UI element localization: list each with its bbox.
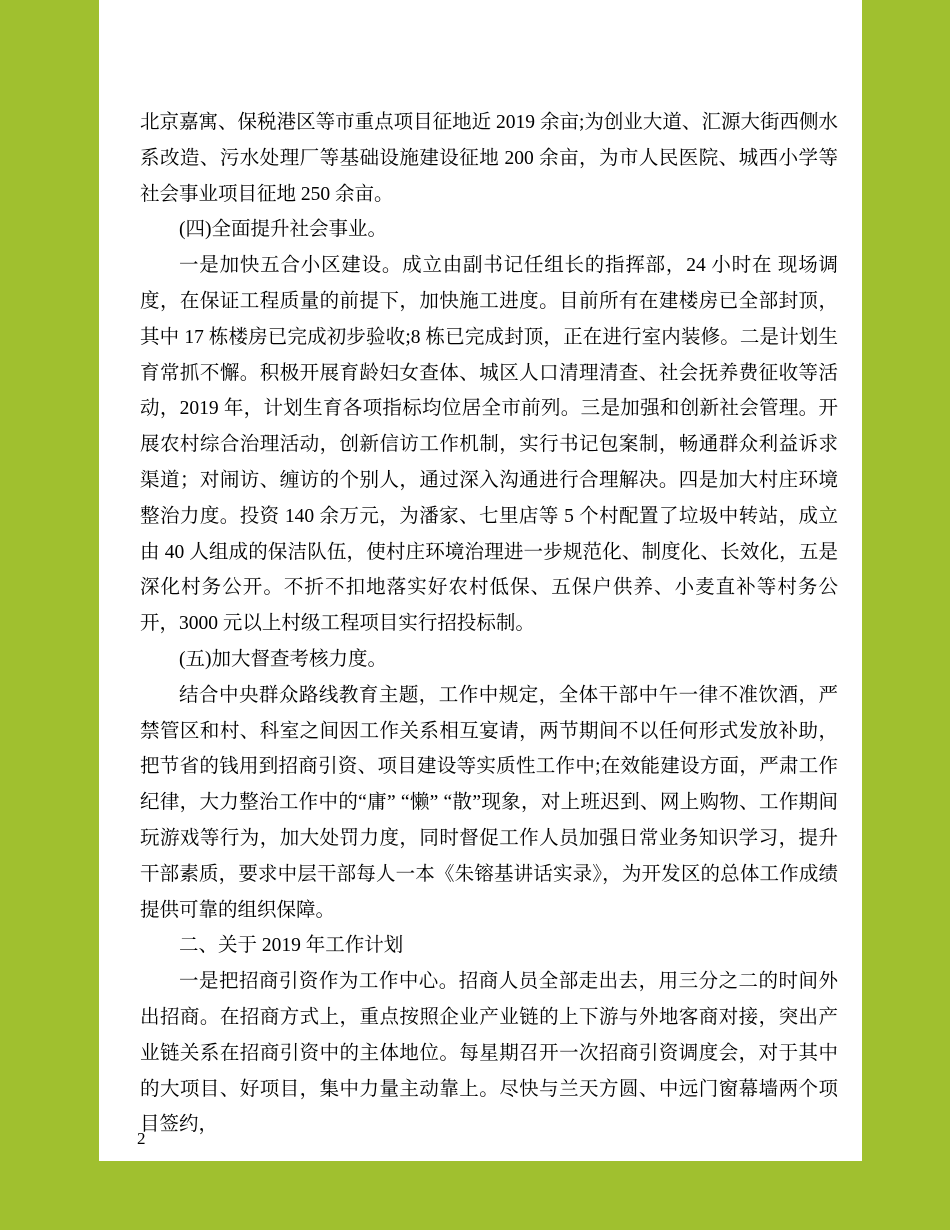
paragraph: 结合中央群众路线教育主题，工作中规定，全体干部中午一律不准饮酒，严禁管区和村、科室之间因工作关系相互宴请，两节期间不以任何形式发放补助，把节省的钱用到招商引资、项目建设等实质性工作中;在效能建设方面，严肃工作纪律，大力整治工作中的“庸” “懒” “散”现象，对上班迟到、网上购物、工作期间玩游戏等行为，加大处罚力度，同时督促工作人员加强日常业务知识学习，提升干部素质，要求中层干部每人一本《朱镕基讲话实录》，为开发区的总体工作成绩提供可靠的组织保障。 (140, 684, 838, 921)
paragraph: (四)全面提升社会事业。 (179, 219, 387, 241)
paragraph: 一是把招商引资作为工作中心。招商人员全部走出去，用三分之二的时间外出招商。在招商方式上，重点按照企业产业链的上下游与外地客商对接，突出产业链关系在招商引资中的主体地位。每星期召开一次招商引资调度会，对于其中的大项目、好项目，集中力量主动靠上。尽快与兰天方圆、中远门窗幕墙两个项目签约， (140, 971, 838, 1136)
paragraph: 二、关于 2019 年工作计划 (179, 935, 404, 957)
paragraph: 北京嘉寓、保税港区等市重点项目征地近 2019 余亩;为创业大道、汇源大街西侧水系改造、污水处理厂等基础设施建设征地 200 余亩，为市人民医院、城西小学等社会事业项目征地 250 余亩。 (140, 112, 838, 205)
page-number: 2 (137, 1129, 146, 1148)
paragraph: (五)加大督查考核力度。 (179, 648, 387, 670)
document-page (99, 0, 862, 1161)
paragraph: 一是加快五合小区建设。成立由副书记任组长的指挥部，24 小时在 现场调度，在保证工程质量的前提下，加快施工进度。目前所有在建楼房已全部封顶，其中 17 栋楼房已完成初步验收;8 栋已完成封顶，正在进行室内装修。二是计划生育常抓不懈。积极开展育龄妇女查体、城区人口清理清查、社会抚养费征收等活动，2019 年，计划生育各项指标均位居全市前列。三是加强和创新社会管理。开展农村综合治理活动，创新信访工作机制，实行书记包案制，畅通群众利益诉求渠道；对闹访、缠访的个别人，通过深入沟通进行合理解决。四是加大村庄环境整治力度。投资 140 余万元，为潘家、七里店等 5 个村配置了垃圾中转站，成立由 40 人组成的保洁队伍，使村庄环境治理进一步规范化、制度化、长效化，五是深化村务公开。不折不扣地落实好农村低保、五保户供养、小麦直补等村务公开，3000 元以上村级工程项目实行招投标制。 (140, 255, 838, 635)
document-body (140, 105, 838, 1143)
